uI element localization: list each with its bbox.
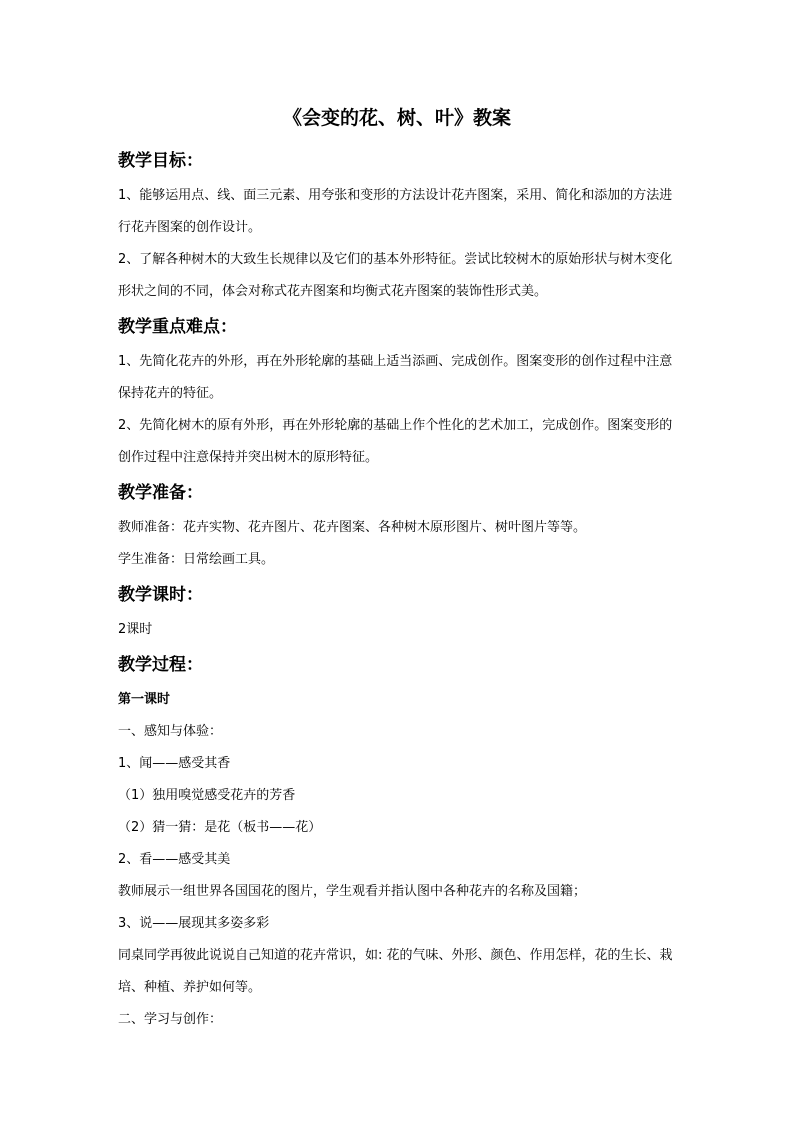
paragraph: 2、看——感受其美: [118, 852, 231, 867]
paragraph: 1、能够运用点、线、面三元素、用夸张和变形的方法设计花卉图案，采用、简化和添加的方法进行花卉图案的创作设计。: [118, 188, 673, 235]
paragraph: 2、先简化树木的原有外形，再在外形轮廓的基础上作个性化的艺术加工，完成创作。图案变形的创作过程中注意保持并突出树木的原形特征。: [118, 418, 673, 465]
paragraph: 2、了解各种树木的大致生长规律以及它们的基本外形特征。尝试比较树木的原始形状与树木变化形状之间的不同，体会对称式花卉图案和均衡式花卉图案的装饰性形式美。: [118, 252, 673, 299]
section-heading: 教学过程：: [118, 655, 203, 675]
paragraph: 1、闻——感受其香: [118, 756, 231, 771]
section-class-hours: [118, 580, 678, 646]
paragraph: 1、先简化花卉的外形，再在外形轮廓的基础上适当添画、完成创作。图案变形的创作过程中注意保持花卉的特征。: [118, 354, 673, 401]
paragraph: 一、感知与体验：: [118, 724, 223, 739]
paragraph: 3、说——展现其多姿多彩: [118, 916, 270, 931]
paragraph: 同桌同学再彼此说说自己知道的花卉常识，如: 花的气味、外形、颜色、作用怎样，花的生长、栽培、种植、养护如何等。: [118, 948, 673, 995]
paragraph: 2课时: [118, 622, 153, 637]
section-process: [118, 650, 678, 1036]
section-heading: 教学准备：: [118, 483, 203, 503]
section-heading: 教学目标：: [118, 151, 203, 171]
document-body: [118, 142, 678, 1036]
subheading: 第一课时: [118, 692, 171, 707]
paragraph: （1）独用嗅觉感受花卉的芳香: [118, 788, 296, 803]
paragraph: 学生准备：日常绘画工具。: [118, 552, 275, 567]
document-title: 《会变的花、树、叶》教案: [282, 107, 511, 129]
section-key-points: [118, 312, 678, 474]
section-heading: 教学课时：: [118, 585, 203, 605]
paragraph: 教师展示一组世界各国国花的图片，学生观看并指认图中各种花卉的名称及国籍；: [118, 884, 587, 899]
paragraph: 教师准备：花卉实物、花卉图片、花卉图案、各种树木原形图片、树叶图片等等。: [118, 520, 587, 535]
section-heading: 教学重点难点：: [118, 317, 237, 337]
section-objectives: [118, 146, 678, 308]
paragraph: （2）猜一猜：是花（板书——花）: [118, 820, 322, 835]
paragraph: 二、学习与创作：: [118, 1012, 223, 1027]
section-preparation: [118, 478, 678, 576]
